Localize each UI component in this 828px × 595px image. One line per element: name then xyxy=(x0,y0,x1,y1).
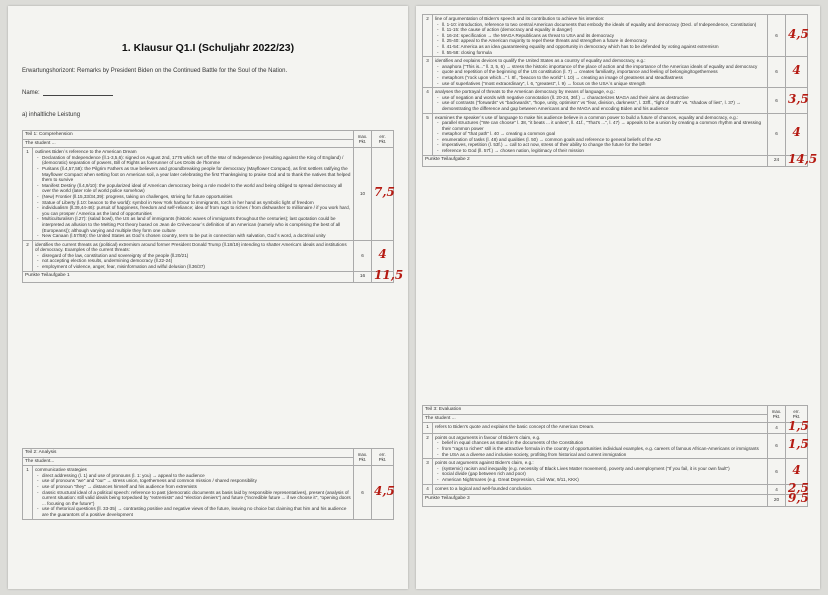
row-content xyxy=(33,240,354,271)
row-content xyxy=(433,88,768,113)
row-intro: points out arguments in favour of Biden's claim, e.g. xyxy=(435,434,541,440)
total-max: 24 xyxy=(768,155,786,167)
list-item: - ll. 16-24: specification → the MAGA Republicans as threat to USA and its democracy xyxy=(442,33,765,39)
achieved-points-header: err. Pkt. xyxy=(372,449,394,466)
list-item: - enumeration of tasks (l. 48) and qualities (l. 50) → common goals and reference to general beliefs of the AD xyxy=(442,137,765,143)
list-item: - ll. 25-40: appeal to the American majority to repel these threats and strengthen a future in democracy xyxy=(442,38,765,44)
row-number: 1 xyxy=(423,423,433,434)
list-item: - Puritans (ll.4,57,58): the Pilgrim Fathers as true believers and groundbreaking people for democracy (Mayflower Compact), as first settlers ratifying the Mayflower Compact when setting foot on American soil, a year later celebrating the first Thanksgiving to praise God and to thank the natives that helped them to survive xyxy=(42,166,351,183)
section-heading: a) inhaltliche Leistung xyxy=(22,112,81,118)
task1-title: Teil 1: Comprehension xyxy=(23,131,354,140)
row-intro: comes to a logical and well-founded conclusion. xyxy=(435,485,533,491)
handwritten-score: 4 xyxy=(792,462,801,477)
list-item: - belief in equal chances as stated in the documents of the Constitution xyxy=(442,440,765,446)
handwritten-score: 2,5 xyxy=(788,480,809,495)
table-row xyxy=(23,466,394,519)
name-underline xyxy=(43,95,113,96)
total-row xyxy=(23,271,394,283)
table-row xyxy=(23,148,394,241)
list-item: - metaphor of "that path" l. 40 → creating a common goal xyxy=(442,131,765,137)
max-points: 6 xyxy=(768,57,786,88)
row-number: 3 xyxy=(423,459,433,484)
row-content xyxy=(433,423,768,434)
row-intro: line of argumentation of Biden's speech and its contribution to achieve his intention: xyxy=(435,16,605,21)
list-item: - metaphors ("rock upon which..." l. 8f., "beacon to the world" l. 10) → creating an image of greatness and steadfastness xyxy=(442,75,765,81)
list-item: - use of negation and words with negative connotation (ll. 20-24, 36f.) → characterizes MAGA and their aims as destructive xyxy=(442,95,765,101)
total-label: Punkte Teilaufgabe 1 xyxy=(23,271,354,283)
name-field xyxy=(22,90,113,96)
row-content xyxy=(33,148,354,241)
max-points: 6 xyxy=(768,459,786,484)
handwritten-score: 4 xyxy=(378,246,387,261)
max-points-header: max. Pkt. xyxy=(768,406,786,423)
row-content xyxy=(433,15,768,57)
list-item: - use of rhetorical questions (ll. 33-35) → contrasting positive and negative views of the future, leaving no choice but claiming that him and his audience are the guarantors of a positive development xyxy=(42,506,351,517)
list-item: - classic structural ideal of a political speech: reference to past (democratic documents as basis laid by responsible representatives), present (analysis of current situation: still valid ideals being torpedoed by "extremists" and "election deniers") and future ("incredible future ... if we choose it", "opening doors ... focusing on the future") xyxy=(42,490,351,507)
table-row xyxy=(23,240,394,271)
max-points: 6 xyxy=(354,240,372,271)
list-item: - use of contrasts ("forwards" vs "backwards", "hope, unity, optimism" vs "fear, division, darkness", l. 33ff., "light of truth" vs. "shadow of lies", l. 37) → demonstrating the difference and gap between Americans and the MAGA and encoding Biden and his audience xyxy=(442,100,765,111)
table-row xyxy=(423,459,808,484)
achieved-points xyxy=(786,57,808,88)
list-item: - New Canaan (l.57/58): the United States as God`s chosen country, term to be put in connection with salvation, God`s word, a doctrinal unity xyxy=(42,233,351,239)
table-row xyxy=(423,113,808,155)
row-number: 2 xyxy=(23,240,33,271)
row-intro: communicative strategies xyxy=(35,467,87,473)
task3-title: Teil 3: Evaluation xyxy=(423,406,768,415)
name-label: Name: xyxy=(22,90,40,96)
row-content xyxy=(433,57,768,88)
list-item: - from "rags to riches" still is the attractive formula in the country of opportunities individual examples, e.g. careers of famous African-Americans or immigrants xyxy=(442,446,765,452)
row-content xyxy=(433,484,768,495)
handwritten-score: 9,5 xyxy=(788,491,809,506)
list-item: - individualism (ll.39,44-46): pursuit of happiness, freedom and self-reliance; idea of from rags to riches / from dishwasher to millionaire / if you work hard, you can prosper / America as the land of opportunities xyxy=(42,205,351,216)
list-item: - use of pronoun "they" → distances himself and his audience from extremists xyxy=(42,484,351,490)
row-number: 5 xyxy=(423,113,433,155)
document-page-right xyxy=(416,6,820,589)
page-title: 1. Klausur Q1.I (Schuljahr 2022/23) xyxy=(121,42,295,54)
total-row xyxy=(423,495,808,507)
table-row xyxy=(423,423,808,434)
list-item: - Multiculturalism (l.27): (salad bowl), the US as land of immigrants (historic waves of immigrants throughout the centuries); last quotation could be interpreted as allusion to the Melting Pot theory based on Jean de Crèvecoeur`s definition of an American (namely who is comprising the best of all (Europeans)); although varying and multiple they form one culture xyxy=(42,216,351,233)
achieved-points xyxy=(372,148,394,241)
max-points: 6 xyxy=(768,15,786,57)
total-label: Punkte Teilaufgabe 2 xyxy=(423,155,768,167)
row-intro: refers to Biden's quote and explains the basic concept of the American Dream. xyxy=(435,424,595,430)
total-max: 16 xyxy=(354,271,372,283)
total-achieved xyxy=(372,267,404,283)
handwritten-score: 11,5 xyxy=(374,267,404,282)
task2-table xyxy=(22,448,394,520)
list-item: - anaphora ("This is..." ll. 3, 5, 6) → stress the historic importance of the place of action and the importance of the American ideals of equality and democracy xyxy=(442,64,765,70)
row-number: 1 xyxy=(23,148,33,241)
achieved-points xyxy=(786,113,808,155)
table-row xyxy=(423,15,808,57)
handwritten-score: 4 xyxy=(792,125,801,140)
achieved-points xyxy=(372,466,394,519)
list-item: - (systemic) racism and inequality (e.g. necessity of Black Lives Matter movement), poverty and unemployment ("If you fail, it is your own fault") xyxy=(442,466,765,472)
max-points: 6 xyxy=(768,433,786,458)
handwritten-score: 4 xyxy=(792,63,801,78)
row-intro: outlines Biden`s reference to the American Dream xyxy=(35,149,137,155)
handwritten-score: 14,5 xyxy=(788,151,818,166)
max-points: 6 xyxy=(768,113,786,155)
achieved-points xyxy=(372,240,394,271)
handwritten-score: 1,5 xyxy=(788,419,809,434)
task1-table xyxy=(22,130,404,283)
list-item: - disregard of the law, constitution and sovereignty of the people (ll.20/21) xyxy=(42,253,351,259)
total-row xyxy=(423,155,808,167)
list-item: - Manifest Destiny (ll.4,9/10): the popularized ideal of American democracy being a role model to the world and being obliged to spread democracy all over the world (later role of world police somehow) xyxy=(42,183,351,194)
row-number: 1 xyxy=(23,466,33,519)
row-number: 3 xyxy=(423,57,433,88)
total-achieved xyxy=(786,491,809,507)
max-points: 6 xyxy=(354,466,372,519)
row-number: 2 xyxy=(423,15,433,57)
list-item: - ll. 11-15: the cause of action (democracy and equality in danger) xyxy=(442,27,765,33)
row-intro: identifies and explains devices to qualify the United States as a country of equality and democracy, e.g.: xyxy=(435,58,646,64)
list-item: - (New) Frontier (ll.15,33/34,39): progress, taking on challenges, striving for future opportunities xyxy=(42,194,351,200)
list-item: - use of superlatives ("most extraordinary", l. 6, "greatest", l. 9) → focus on the USA`s unique strength xyxy=(442,81,765,87)
list-item: - the USA as a diverse and inclusive society, profiting from historical and current immigration xyxy=(442,452,765,458)
row-number: 4 xyxy=(423,88,433,113)
list-item: - ll. 55-58: closing formula xyxy=(442,50,765,56)
row-content xyxy=(433,459,768,484)
achieved-points xyxy=(786,15,808,57)
task3-table xyxy=(422,405,808,507)
list-item: - direct addressing (l. 1) and use of pronouns (l. 1: you) → appeal to the audience xyxy=(42,473,351,479)
list-item: - parallel structures ("We can choose" l. 38, "it beats ... it unites", ll. 41f., "That's ...", l. 47) → appeals to be a union by creating a common rhythm and stressing their common power xyxy=(442,120,765,131)
list-item: - reference to God (ll. 57f.) → chosen nation, legitimacy of their mission xyxy=(442,148,765,154)
list-item: - use of pronouns "we" and "our" → stress union, togetherness and common mission / shared responsibility xyxy=(42,478,351,484)
row-number: 4 xyxy=(423,484,433,495)
list-item: - ll. 1-10: introduction, reference to two central American documents that embody the ideals of equality and democracy (Decl. of Independence, Constitution) xyxy=(442,22,765,28)
page-subtitle: Erwartungshorizont: Remarks by President Biden on the Continued Battle for the Soul of the Nation. xyxy=(22,68,288,74)
achieved-points xyxy=(786,433,808,458)
row-content xyxy=(433,113,768,155)
list-item: - social divide (gap between rich and poor) xyxy=(442,471,765,477)
list-item: - imperatives, repetition (l. 53f.) → call to act now, stress of their ability to change the future for the better xyxy=(442,142,765,148)
total-max: 20 xyxy=(768,495,786,507)
row-content xyxy=(33,466,354,519)
handwritten-score: 4,5 xyxy=(788,26,809,41)
table-row xyxy=(423,484,808,495)
achieved-points xyxy=(786,88,808,113)
row-intro: identifies the current threats as (political) extremism around former President Donald Trump (ll.18/19) intending to shatter America's ideals and institutions of democracy. Examples of the current threats: xyxy=(35,241,347,253)
max-points: 6 xyxy=(768,88,786,113)
handwritten-score: 1,5 xyxy=(788,437,809,452)
list-item: - Statue of Liberty (l.10: beacon to the world): symbol in New York harbour to immigrants, torch in her hand as symbolic light of freedom xyxy=(42,200,351,206)
achieved-points-header: err. Pkt. xyxy=(372,131,394,148)
row-intro: examines the speaker`s use of language to make his audience believe in a common power to build a future of chances, equality and democracy, e.g.: xyxy=(435,114,739,120)
list-item: - Declaration of Independence (ll.1-3,5,6): signed on August 2nd, 1776 which set off the War of Independence (resulting against the King of England) / (democratic) separation of powers, Bill of Rights as forerunner of Les Droits de l'homme xyxy=(42,155,351,166)
list-item: - ll. 41-54: America as an idea guaranteeing equality and opportunity in democracy which has to be defended by voting against extremism xyxy=(442,44,765,50)
task3-lead: The student ... xyxy=(423,414,768,423)
max-points: 4 xyxy=(768,423,786,434)
list-item: - American Nightmares (e.g. Great Depression, Civil War, 9/11, KKK) xyxy=(442,477,765,483)
list-item: - quote and repetition of the beginning of the US constitution (l. 7) → creates familiarity, importance and feeling of belonging/togetherness xyxy=(442,69,765,75)
list-item: - employment of violence, anger, fear, misinformation and wilful delusion (ll.36/37) xyxy=(42,264,351,270)
table-row xyxy=(423,88,808,113)
row-number: 2 xyxy=(423,433,433,458)
row-content xyxy=(433,433,768,458)
handwritten-score: 4,5 xyxy=(374,483,395,498)
achieved-points-header: err. Pkt. xyxy=(786,406,808,423)
document-page-left xyxy=(8,6,408,589)
list-item: - not accepting election results, undermining democracy (ll.22-24) xyxy=(42,258,351,264)
row-intro: points out arguments against Biden's claim, e.g.: xyxy=(435,460,534,466)
max-points-header: max. Pkt. xyxy=(354,131,372,148)
task2-continued-table xyxy=(422,14,818,167)
max-points-header: max. Pkt. xyxy=(354,449,372,466)
task2-title: Teil 2: Analysis xyxy=(23,449,354,458)
handwritten-score: 3,5 xyxy=(788,91,809,106)
task1-lead: The student ... xyxy=(23,139,354,148)
table-row xyxy=(423,433,808,458)
max-points: 4 xyxy=(768,484,786,495)
max-points: 10 xyxy=(354,148,372,241)
achieved-points xyxy=(786,419,809,434)
task2-lead: The student... xyxy=(23,457,354,466)
table-row xyxy=(423,57,808,88)
total-label: Punkte Teilaufgabe 3 xyxy=(423,495,768,507)
row-intro: analyses the portrayal of threats to the American democracy by means of language, e.g.: xyxy=(435,89,616,95)
handwritten-score: 7,5 xyxy=(374,185,395,200)
total-achieved xyxy=(786,151,818,167)
